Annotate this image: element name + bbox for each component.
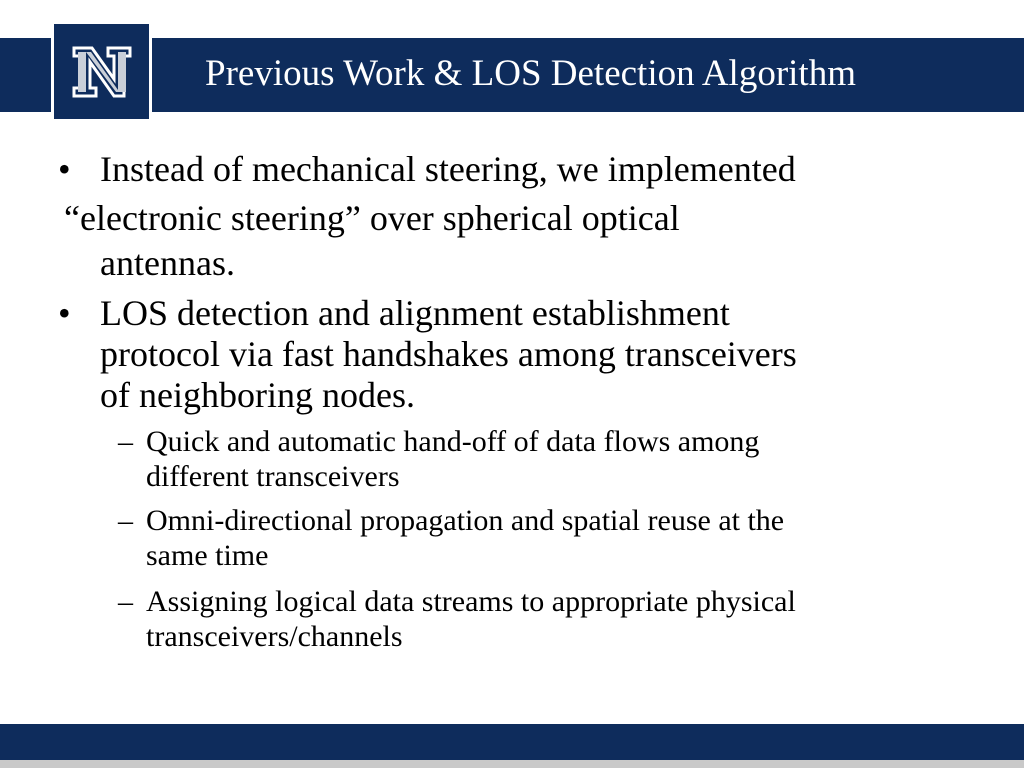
bullet-2-line-2: protocol via fast handshakes among transceivers: [100, 334, 797, 374]
bullet-1-line-1: Instead of mechanical steering, we implemented: [100, 149, 796, 189]
subbullet-3-line-2: transceivers/channels: [146, 620, 403, 653]
bullet-2-line-1: LOS detection and alignment establishment: [100, 293, 730, 333]
subbullet-2-line-1: Omni-directional propagation and spatial reuse at the: [146, 504, 785, 537]
subbullet-1-line-1: Quick and automatic hand-off of data flows among: [146, 425, 760, 458]
subbullet-marker: –: [118, 504, 133, 537]
bullet-marker: •: [58, 149, 71, 189]
footer-band: [0, 724, 1024, 760]
bullet-1-line-3: antennas.: [100, 243, 235, 283]
slide-title: Previous Work & LOS Detection Algorithm: [205, 53, 856, 94]
subbullet-marker: –: [118, 585, 133, 618]
subbullet-3-line-1: Assigning logical data streams to appropriate physical: [146, 585, 796, 618]
subbullet-marker: –: [118, 425, 133, 458]
bullet-2-line-3: of neighboring nodes.: [100, 375, 415, 415]
bullet-1-line-2: “electronic steering” over spherical optical: [64, 198, 680, 238]
bullet-marker: •: [58, 293, 71, 333]
footer-strip: [0, 760, 1024, 768]
subbullet-1-line-2: different transceivers: [146, 460, 400, 493]
subbullet-2-line-2: same time: [146, 539, 269, 572]
